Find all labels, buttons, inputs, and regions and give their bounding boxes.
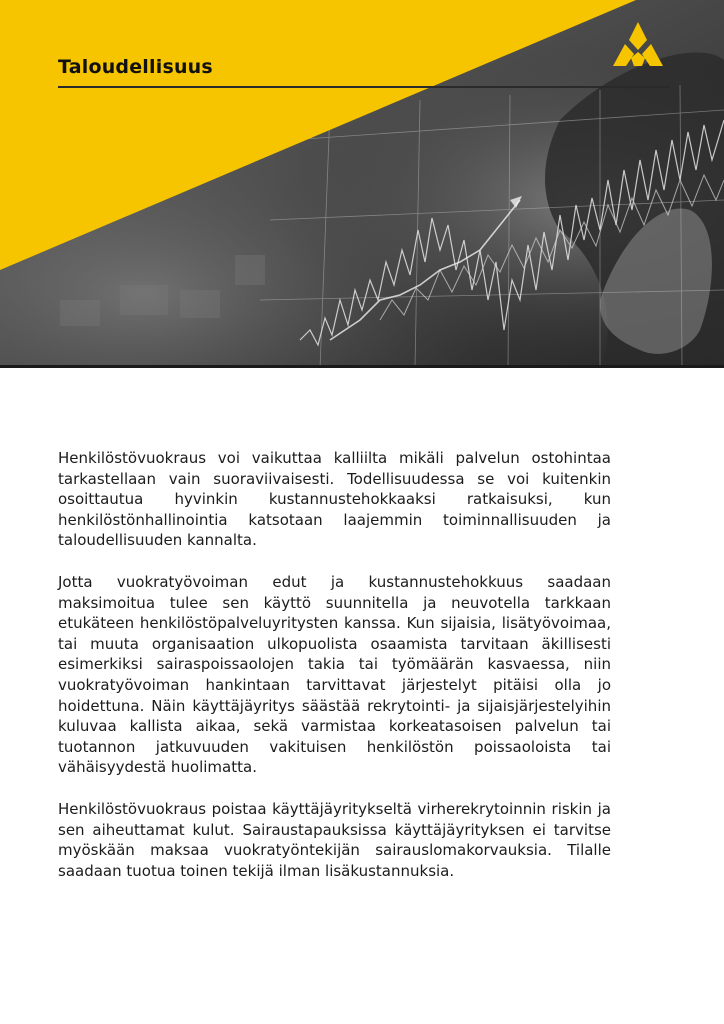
triangle-logo-icon <box>607 20 669 70</box>
title-underline <box>58 86 670 88</box>
paragraph: Henkilöstövuokraus poistaa käyttäjäyritykseltä virherekrytoinnin riskin ja sen aiheuttamat kulut. Sairaustapauksissa käyttäjäyrityksen ei tarvitse myöskään maksaa vuokratyöntekijän sairauslomakorvauksia. Tilalle saadaan tuotua toinen tekijä ilman lisäkustannuksia. <box>58 799 611 880</box>
body-text <box>58 448 611 902</box>
paragraph: Jotta vuokratyövoiman edut ja kustannustehokkuus saadaan maksimoitua tulee sen käyttö suunnitella ja neuvotella tarkkaan etukäteen henkilöstöpalveluyritysten kanssa. Kun sijaisia, lisätyövoimaa, tai muuta organisaation ulkopuolista osaamista tarvitaan äkillisesti esimerkiksi sairaspoissaolojen takia tai työmäärän kasvaessa, niin vuokratyövoiman hankintaan tarvittavat järjestelyt pitäisi olla jo hoidettuna. Näin käyttäjäyritys säästää rekrytointi- ja sijaisjärjestelyihin kuluvaa kallista aikaa, sekä varmistaa korkeatasoisen palvelun tai tuotannon jatkuvuuden vakituisen henkilöstön poissaoloista tai vähäisyydestä huolimatta. <box>58 572 611 777</box>
page-title: Taloudellisuus <box>58 56 213 78</box>
banner-bottom-border <box>0 365 724 368</box>
paragraph: Henkilöstövuokraus voi vaikuttaa kalliilta mikäli palvelun ostohintaa tarkastellaan vain suoraviivaisesti. Todellisuudessa se voi kuitenkin osoittautua hyvinkin kustannustehokkaaksi ratkaisuksi, kun henkilöstönhallinointia katsotaan laajemmin toiminnallisuuden ja taloudellisuuden kannalta. <box>58 449 611 550</box>
